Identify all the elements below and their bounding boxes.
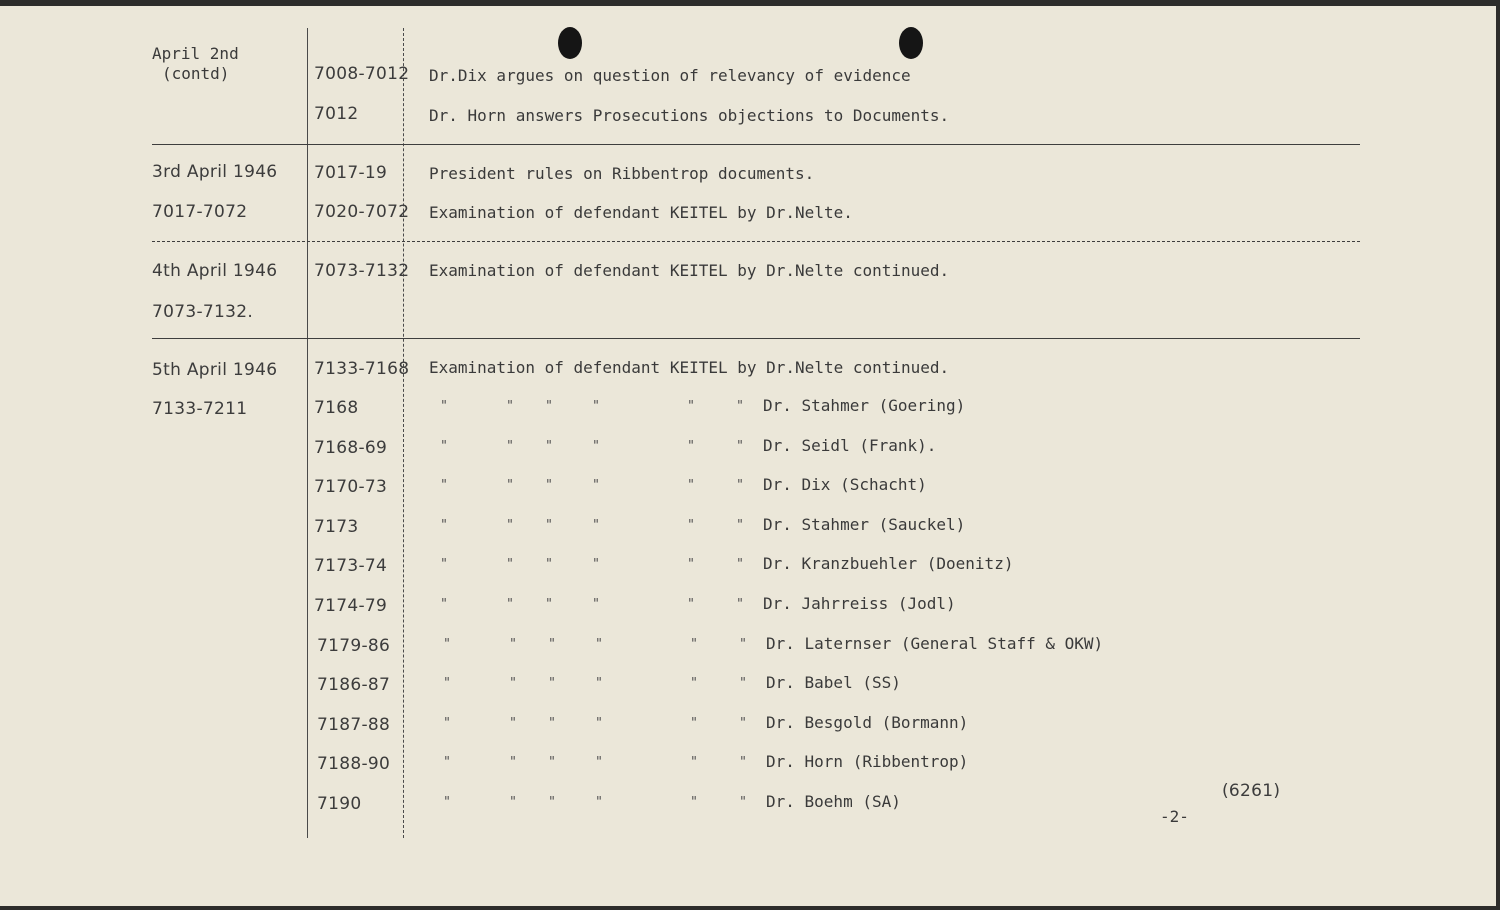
- ditto-mark: ": [737, 439, 743, 454]
- ditto-mark: ": [593, 399, 599, 414]
- date-april-4: 4th April 1946: [152, 261, 278, 281]
- ditto-mark: ": [688, 478, 694, 493]
- page-ref: 7168: [314, 398, 359, 418]
- counsel-name: Dr. Laternser (General Staff & OKW): [766, 634, 1104, 653]
- counsel-name: Dr. Stahmer (Sauckel): [763, 515, 966, 534]
- ditto-mark: ": [549, 637, 555, 652]
- ditto-mark: ": [593, 478, 599, 493]
- ditto-mark: ": [740, 637, 746, 652]
- page-number: -2-: [1160, 807, 1189, 826]
- ditto-mark: ": [691, 637, 697, 652]
- ditto-mark: ": [546, 597, 552, 612]
- ditto-mark: ": [596, 755, 602, 770]
- ditto-mark: ": [691, 755, 697, 770]
- ditto-mark: ": [688, 518, 694, 533]
- ditto-mark: ": [596, 795, 602, 810]
- ditto-mark: ": [740, 676, 746, 691]
- page-ref: 7179-86: [317, 636, 391, 656]
- ditto-mark: ": [737, 518, 743, 533]
- ditto-mark: ": [546, 518, 552, 533]
- date-april-5: 5th April 1946: [152, 360, 278, 380]
- page-ref: 7186-87: [317, 675, 391, 695]
- entry-text: Dr.Dix argues on question of relevancy of evidence: [429, 66, 911, 85]
- page-ref: 7168-69: [314, 438, 388, 458]
- ditto-mark: ": [737, 399, 743, 414]
- ditto-mark: ": [444, 795, 450, 810]
- ditto-mark: ": [593, 597, 599, 612]
- ditto-mark: ": [444, 716, 450, 731]
- document-number: (6261): [1222, 781, 1281, 801]
- ditto-mark: ": [737, 478, 743, 493]
- counsel-name: Dr. Jahrreiss (Jodl): [763, 594, 956, 613]
- counsel-name: Dr. Horn (Ribbentrop): [766, 752, 969, 771]
- entry-text: Examination of defendant KEITEL by Dr.Nelte continued.: [429, 261, 950, 280]
- ditto-mark: ": [688, 557, 694, 572]
- counsel-name: Dr. Dix (Schacht): [763, 475, 927, 494]
- page-range: 7017-7072: [152, 202, 248, 222]
- ditto-mark: ": [737, 557, 743, 572]
- page-ref: 7174-79: [314, 596, 388, 616]
- counsel-name: Dr. Babel (SS): [766, 673, 901, 692]
- date-april-2: April 2nd: [152, 44, 239, 63]
- ditto-mark: ": [510, 716, 516, 731]
- scan-edge-top: [0, 0, 1500, 6]
- ditto-mark: ": [688, 399, 694, 414]
- page-range: 7073-7132.: [152, 302, 254, 322]
- date-april-2-contd: (contd): [162, 64, 230, 83]
- ditto-mark: ": [593, 518, 599, 533]
- page-ref: 7133-7168: [314, 359, 410, 379]
- ditto-mark: ": [593, 439, 599, 454]
- punch-hole-left: [558, 27, 582, 59]
- ditto-mark: ": [740, 716, 746, 731]
- ditto-mark: ": [510, 637, 516, 652]
- entry-text: Examination of defendant KEITEL by Dr.Nelte.: [429, 203, 853, 222]
- section-divider-2: [152, 241, 1360, 242]
- ditto-mark: ": [510, 755, 516, 770]
- ditto-mark: ": [441, 518, 447, 533]
- ditto-mark: ": [444, 637, 450, 652]
- ditto-mark: ": [507, 557, 513, 572]
- ditto-mark: ": [441, 399, 447, 414]
- ditto-mark: ": [546, 399, 552, 414]
- scan-edge-right: [1496, 0, 1500, 910]
- ditto-mark: ": [507, 518, 513, 533]
- ditto-mark: ": [507, 439, 513, 454]
- counsel-name: Dr. Besgold (Bormann): [766, 713, 969, 732]
- date-april-3: 3rd April 1946: [152, 162, 278, 182]
- ditto-mark: ": [596, 637, 602, 652]
- ditto-mark: ": [441, 597, 447, 612]
- ditto-mark: ": [546, 478, 552, 493]
- column-rule-right: [403, 28, 404, 838]
- ditto-mark: ": [549, 755, 555, 770]
- entry-text: Dr. Horn answers Prosecutions objections to Documents.: [429, 106, 950, 125]
- page-ref: 7187-88: [317, 715, 391, 735]
- ditto-mark: ": [444, 676, 450, 691]
- page-ref: 7170-73: [314, 477, 388, 497]
- ditto-mark: ": [691, 795, 697, 810]
- ditto-mark: ": [444, 755, 450, 770]
- ditto-mark: ": [510, 795, 516, 810]
- ditto-mark: ": [441, 557, 447, 572]
- page-ref: 7008-7012: [314, 64, 410, 84]
- counsel-name: Dr. Seidl (Frank).: [763, 436, 937, 455]
- page-ref: 7173-74: [314, 556, 388, 576]
- ditto-mark: ": [507, 478, 513, 493]
- ditto-mark: ": [549, 795, 555, 810]
- ditto-mark: ": [737, 597, 743, 612]
- ditto-mark: ": [510, 676, 516, 691]
- ditto-mark: ": [691, 716, 697, 731]
- ditto-mark: ": [688, 439, 694, 454]
- ditto-mark: ": [549, 676, 555, 691]
- ditto-mark: ": [596, 716, 602, 731]
- ditto-mark: ": [546, 439, 552, 454]
- page-ref: 7020-7072: [314, 202, 410, 222]
- ditto-mark: ": [688, 597, 694, 612]
- ditto-mark: ": [507, 597, 513, 612]
- section-divider-3: [152, 338, 1360, 339]
- entry-text: Examination of defendant KEITEL by Dr.Nelte continued.: [429, 358, 950, 377]
- page-ref: 7012: [314, 104, 359, 124]
- page-ref: 7073-7132: [314, 261, 410, 281]
- section-divider-1: [152, 144, 1360, 145]
- page-ref: 7017-19: [314, 163, 388, 183]
- scan-edge-bottom: [0, 906, 1500, 910]
- column-rule-left: [307, 28, 308, 838]
- counsel-name: Dr. Stahmer (Goering): [763, 396, 966, 415]
- ditto-mark: ": [740, 795, 746, 810]
- page-ref: 7173: [314, 517, 359, 537]
- page-ref: 7188-90: [317, 754, 391, 774]
- ditto-mark: ": [441, 478, 447, 493]
- page-ref: 7190: [317, 794, 362, 814]
- ditto-mark: ": [740, 755, 746, 770]
- ditto-mark: ": [691, 676, 697, 691]
- entry-text: President rules on Ribbentrop documents.: [429, 164, 815, 183]
- ditto-mark: ": [507, 399, 513, 414]
- ditto-mark: ": [549, 716, 555, 731]
- ditto-mark: ": [546, 557, 552, 572]
- ditto-mark: ": [596, 676, 602, 691]
- counsel-name: Dr. Boehm (SA): [766, 792, 901, 811]
- punch-hole-right: [899, 27, 923, 59]
- ditto-mark: ": [593, 557, 599, 572]
- counsel-name: Dr. Kranzbuehler (Doenitz): [763, 554, 1014, 573]
- page-range: 7133-7211: [152, 399, 248, 419]
- ditto-mark: ": [441, 439, 447, 454]
